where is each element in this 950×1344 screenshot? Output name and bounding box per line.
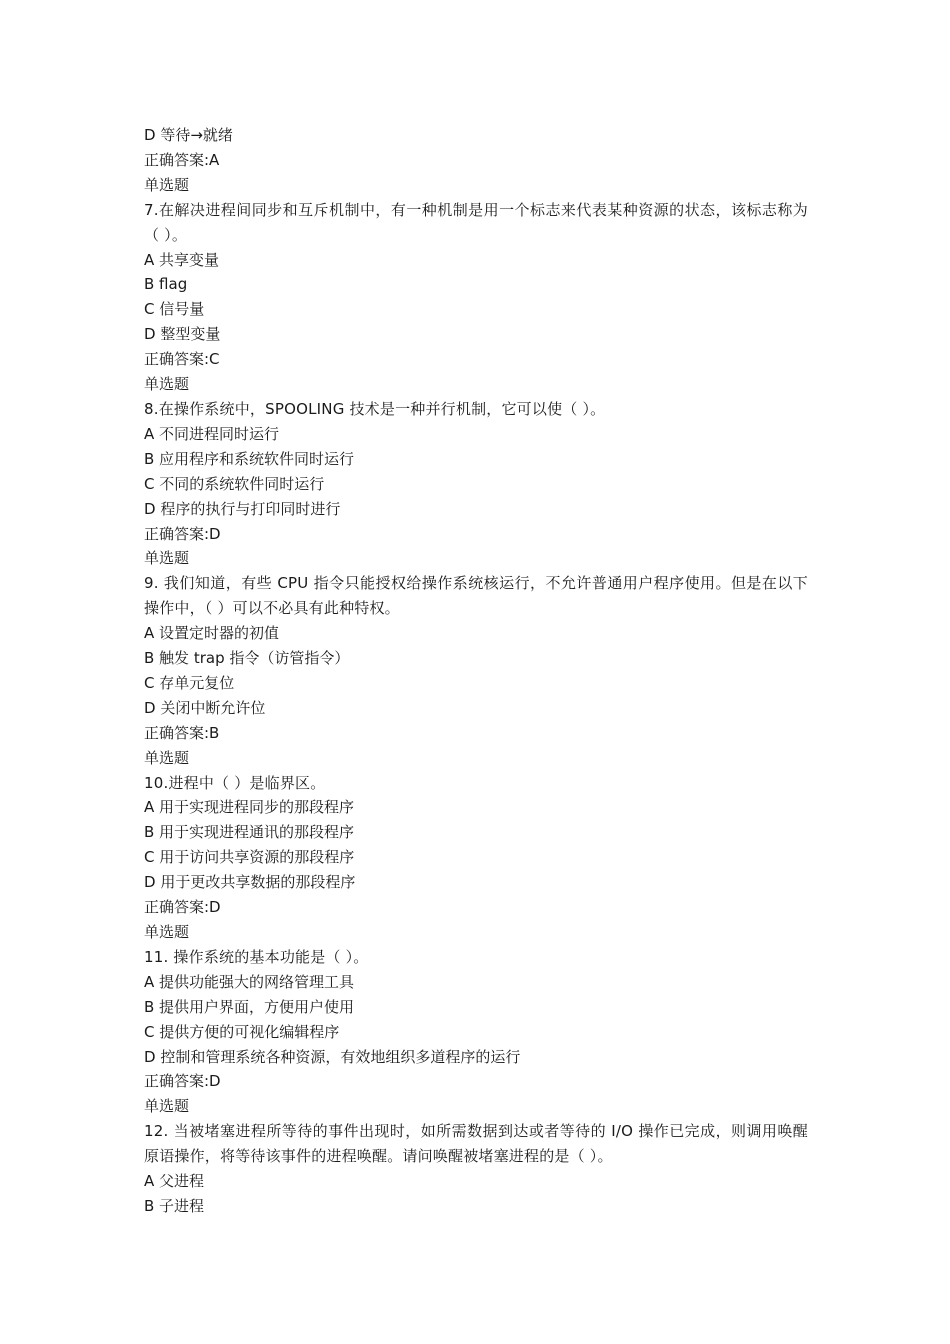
question-type: 单选题 <box>144 549 190 568</box>
correct-answer: 正确答案:D <box>144 898 221 917</box>
option-c: C 存单元复位 <box>144 673 235 692</box>
option-b: B 用于实现进程通讯的那段程序 <box>144 823 355 842</box>
option-d: D 关闭中断允许位 <box>144 698 266 717</box>
option-b: B 提供用户界面，方便用户使用 <box>144 997 355 1016</box>
option-a: A 用于实现进程同步的那段程序 <box>144 798 355 817</box>
option-a: A 设置定时器的初值 <box>144 624 280 643</box>
option-d: D 整型变量 <box>144 325 221 344</box>
prev-answer: 正确答案:A <box>144 150 220 169</box>
question-stem: 7.在解决进程间同步和互斥机制中，有一种机制是用一个标志来代表某种资源的状态，该标志称为（ ）。 <box>144 200 808 244</box>
option-a: A 提供功能强大的网络管理工具 <box>144 972 355 991</box>
option-c: C 不同的系统软件同时运行 <box>144 474 325 493</box>
correct-answer: 正确答案:C <box>144 350 220 369</box>
question-stem: 8.在操作系统中，SPOOLING 技术是一种并行机制，它可以使（ ）。 <box>144 399 606 418</box>
question-type: 单选题 <box>144 748 190 767</box>
question-11 <box>144 920 808 1094</box>
question-type: 单选题 <box>144 175 190 194</box>
question-type: 单选题 <box>144 923 190 941</box>
question-7 <box>144 173 808 372</box>
option-d: D 用于更改共享数据的那段程序 <box>144 873 356 892</box>
option-b: B 子进程 <box>144 1196 205 1215</box>
question-stem: 12. 当被堵塞进程所等待的事件出现时，如所需数据到达或者等待的 I/O 操作已完成，则调用唤醒原语操作，将等待该事件的进程唤醒。请问唤醒被堵塞进程的是（ ）。 <box>144 1122 808 1166</box>
option-a: A 父进程 <box>144 1172 205 1191</box>
question-9 <box>144 546 808 745</box>
question-12 <box>144 1094 808 1219</box>
option-c: C 提供方便的可视化编辑程序 <box>144 1022 340 1041</box>
option-a: A 共享变量 <box>144 250 220 269</box>
question-stem: 10.进程中（ ）是临界区。 <box>144 773 326 792</box>
question-stem: 9. 我们知道，有些 CPU 指令只能授权给操作系统核运行，不允许普通用户程序使用。但是在以下操作中，（ ）可以不必具有此种特权。 <box>144 574 808 618</box>
question-10 <box>144 746 808 920</box>
question-type: 单选题 <box>144 1097 190 1116</box>
correct-answer: 正确答案:B <box>144 723 220 742</box>
question-stem: 11. 操作系统的基本功能是（ ）。 <box>144 947 369 966</box>
prev-option-d: D 等待→就绪 <box>144 126 233 144</box>
correct-answer: 正确答案:D <box>144 1072 221 1091</box>
option-d: D 程序的执行与打印同时进行 <box>144 499 341 518</box>
option-c: C 用于访问共享资源的那段程序 <box>144 848 355 867</box>
correct-answer: 正确答案:D <box>144 524 221 543</box>
question-8 <box>144 372 808 546</box>
option-b: B 触发 trap 指令（访管指令） <box>144 649 350 668</box>
option-c: C 信号量 <box>144 300 205 319</box>
option-b: B 应用程序和系统软件同时运行 <box>144 449 355 468</box>
option-d: D 控制和管理系统各种资源，有效地组织多道程序的运行 <box>144 1047 521 1066</box>
document-body <box>144 123 808 1219</box>
option-b: B flag <box>144 275 188 294</box>
option-a: A 不同进程同时运行 <box>144 424 280 443</box>
question-type: 单选题 <box>144 375 190 394</box>
